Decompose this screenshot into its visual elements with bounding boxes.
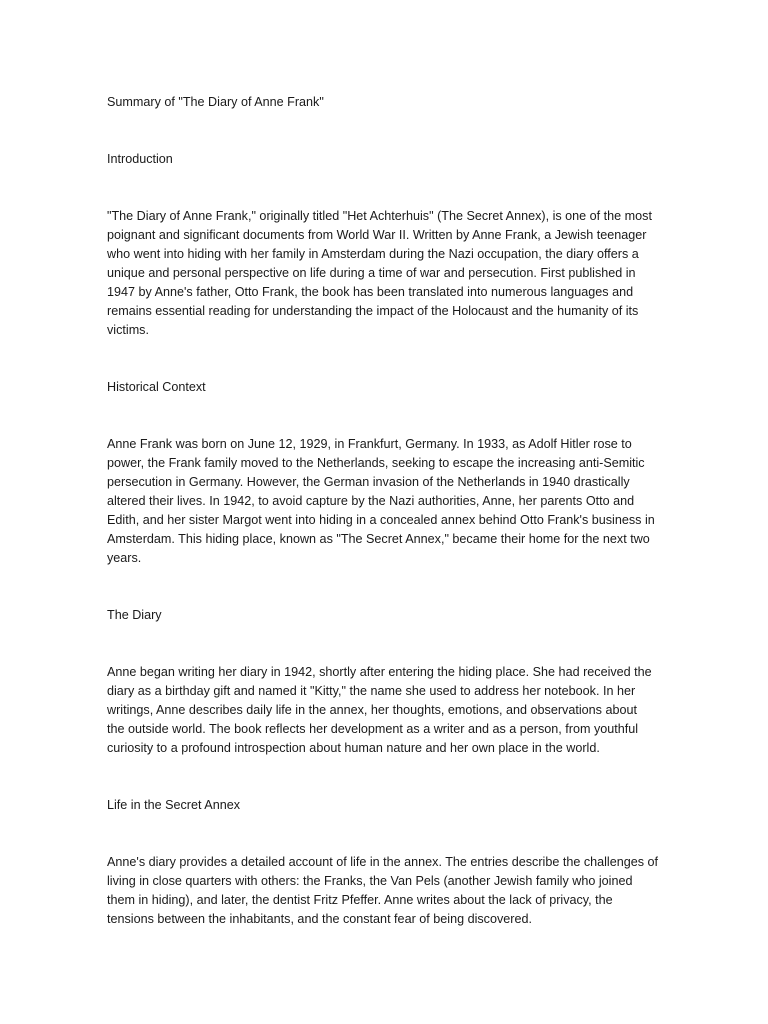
paragraph-line: Amsterdam. This hiding place, known as "The Secret Annex," became their home for the next two bbox=[107, 532, 650, 546]
paragraph-line: "The Diary of Anne Frank," originally titled "Het Achterhuis" (The Secret Annex), is one of the most bbox=[107, 209, 652, 223]
section-heading-introduction: Introduction bbox=[107, 152, 173, 166]
paragraph-line: curiosity to a profound introspection about human nature and her own place in the world. bbox=[107, 741, 600, 755]
paragraph-historical-context bbox=[107, 435, 668, 568]
paragraph-line: unique and personal perspective on life during a time of war and persecution. First published in bbox=[107, 266, 636, 280]
paragraph-line: 1947 by Anne's father, Otto Frank, the book has been translated into numerous languages and bbox=[107, 285, 634, 299]
paragraph-line: power, the Frank family moved to the Netherlands, seeking to escape the increasing anti-Semitic bbox=[107, 456, 645, 470]
section-heading-life-in-secret-annex: Life in the Secret Annex bbox=[107, 798, 241, 812]
paragraph-line: remains essential reading for understanding the impact of the Holocaust and the humanity of its bbox=[107, 304, 639, 318]
paragraph-line: Anne began writing her diary in 1942, shortly after entering the hiding place. She had received the bbox=[107, 665, 652, 679]
paragraph-line: diary as a birthday gift and named it "Kitty," the name she used to address her notebook. In her bbox=[107, 684, 636, 698]
paragraph-line: tensions between the inhabitants, and the constant fear of being discovered. bbox=[107, 912, 532, 926]
paragraph-line: altered their lives. In 1942, to avoid capture by the Nazi authorities, Anne, her parents Otto and bbox=[107, 494, 635, 508]
paragraph-line: Anne Frank was born on June 12, 1929, in Frankfurt, Germany. In 1933, as Adolf Hitler rose to bbox=[107, 437, 632, 451]
section-heading-the-diary: The Diary bbox=[107, 608, 162, 622]
paragraph-line: Edith, and her sister Margot went into hiding in a concealed annex behind Otto Frank's business in bbox=[107, 513, 655, 527]
paragraph-line: writings, Anne describes daily life in the annex, her thoughts, emotions, and observations about bbox=[107, 703, 637, 717]
paragraph-line: persecution in Germany. However, the German invasion of the Netherlands in 1940 drastically bbox=[107, 475, 630, 489]
paragraph-line: who went into hiding with her family in Amsterdam during the Nazi occupation, the diary offers a bbox=[107, 247, 639, 261]
paragraph-introduction bbox=[107, 207, 668, 340]
paragraph-line: living in close quarters with others: the Franks, the Van Pels (another Jewish family who joined bbox=[107, 874, 633, 888]
paragraph-line: years. bbox=[107, 551, 142, 565]
document-title: Summary of "The Diary of Anne Frank" bbox=[107, 95, 324, 109]
paragraph-life-in-secret-annex bbox=[107, 853, 668, 929]
paragraph-line: them in hiding), and later, the dentist Fritz Pfeffer. Anne writes about the lack of privacy, the bbox=[107, 893, 613, 907]
paragraph-line: Anne's diary provides a detailed account of life in the annex. The entries describe the challenges of bbox=[107, 855, 659, 869]
paragraph-the-diary bbox=[107, 663, 668, 758]
paragraph-line: victims. bbox=[107, 323, 149, 337]
paragraph-line: the outside world. The book reflects her development as a writer and as a person, from youthful bbox=[107, 722, 639, 736]
section-heading-historical-context: Historical Context bbox=[107, 380, 206, 394]
paragraph-line: poignant and significant documents from World War II. Written by Anne Frank, a Jewish teenager bbox=[107, 228, 647, 242]
